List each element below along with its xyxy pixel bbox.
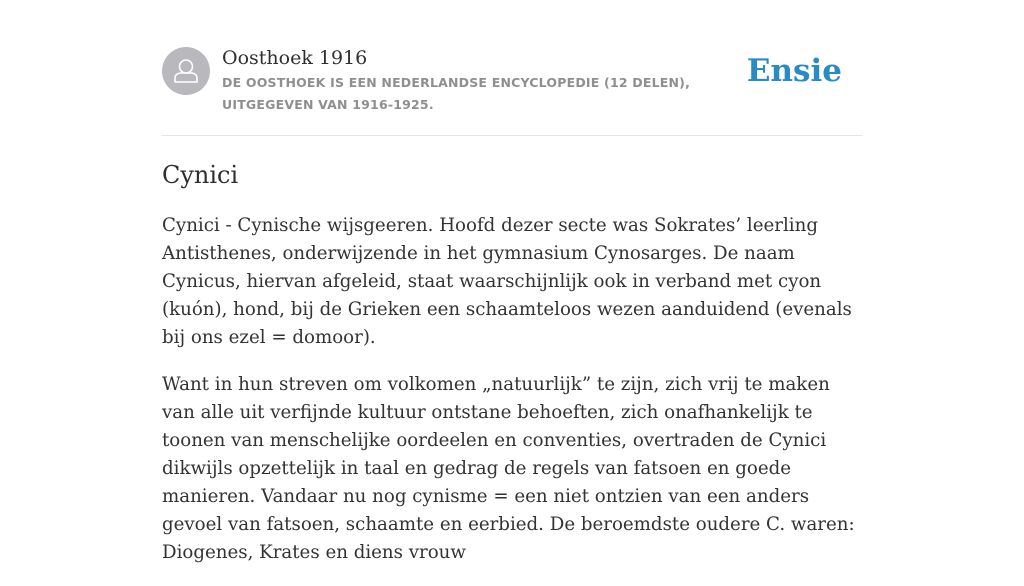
source-title[interactable]: Oosthoek 1916 xyxy=(222,47,368,69)
ensie-logo-link[interactable]: Ensie xyxy=(746,53,842,89)
header-divider xyxy=(162,135,862,136)
article-paragraph: Cynici - Cynische wijsgeeren. Hoofd dezer secte was Sokrates’ leerling Antisthenes, onderwijzende in het gymnasium Cynosarges. De naam Cynicus, hiervan afgeleid, staat waarschijnlijk ook in verband met cyon (kuón), hond, bij de Grieken een schaamteloos wezen aanduidend (evenals bij ons ezel = domoor). xyxy=(162,215,852,348)
user-icon xyxy=(162,47,210,95)
article-title: Cynici xyxy=(162,161,239,189)
source-header xyxy=(162,46,862,116)
source-description: DE OOSTHOEK IS EEN NEDERLANDSE ENCYCLOPEDIE (12 DELEN), UITGEGEVEN VAN 1916-1925. xyxy=(222,75,691,112)
article-body xyxy=(162,212,862,586)
article-paragraph: Want in hun streven om volkomen „natuurlijk” te zijn, zich vrij te maken van alle uit verfijnde kultuur ontstane behoeften, zich onafhankelijk te toonen van menschelijke oordeelen en conventies, overtraden de Cynici dikwijls opzettelijk in taal en gedrag de regels van fatsoen en goede manieren. Vandaar nu nog cynisme = een niet ontzien van een anders gevoel van fatsoen, schaamte en eerbied. De beroemdste oudere C. waren: Diogenes, Krates en diens vrouw xyxy=(162,374,855,563)
avatar[interactable] xyxy=(162,47,210,95)
